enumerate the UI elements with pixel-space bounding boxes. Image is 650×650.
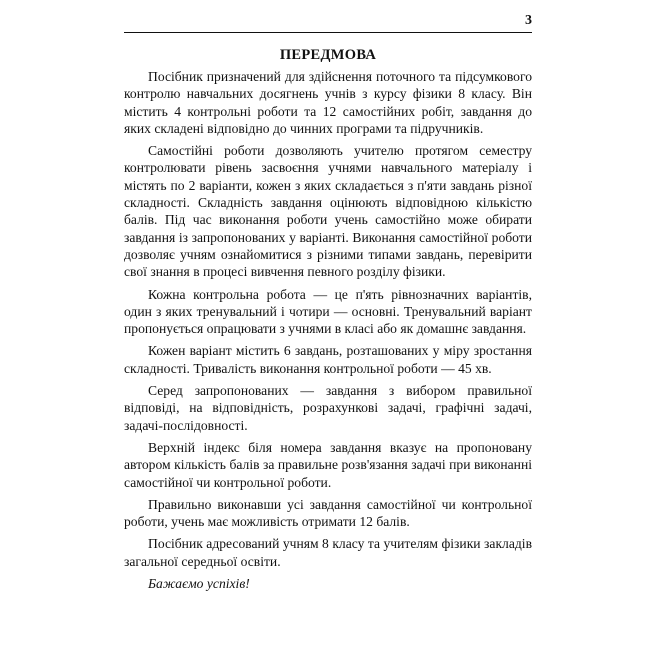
closing-wishes: Бажаємо успіхів! <box>148 576 250 592</box>
page-number: 3 <box>525 13 532 28</box>
paragraph-score-index: Верхній індекс біля номера завдання вказує на пропоновану автором кількість балів за правильне розв'язання задачі при виконанні самостійної чи контрольної роботи. <box>124 439 532 490</box>
preface-body <box>124 68 532 597</box>
paragraph-task-types: Серед запропонованих — завдання з вибором правильної відповіді, на відповідність, розрахункові задачі, графічні задачі, задачі-послідовності. <box>124 383 532 433</box>
paragraph-independent-work: Самостійні роботи дозволяють учителю протягом семестру контролювати рівень засвоєння учнями навчального матеріалу і містять по 2 варіанти, кожен з яких складається з п'яти завдань різної складності. Складність завдання оцінюють відповідною кількістю балів. Під час виконання роботи учень самостійно може обирати завдання із запропонованих у варіанті. Виконання самостійної роботи дозволяє учням ознайомитися з різними типами завдань, перевірити свої знання в процесі вивчення певного розділу фізики. <box>124 143 532 280</box>
paragraph-control-work: Кожна контрольна робота — це п'ять рівнозначних варіантів, один з яких тренувальний і чотири — основні. Тренувальний варіант пропонується опрацювати з учнями в класі або як домашнє завдання. <box>124 286 532 337</box>
header-rule <box>124 32 532 33</box>
page-title: ПЕРЕДМОВА <box>279 47 377 63</box>
paragraph-max-score: Правильно виконавши усі завдання самостійної чи контрольної роботи, учень має можливість отримати 12 балів. <box>124 496 532 530</box>
paragraph-audience: Посібник адресований учням 8 класу та учителям фізики закладів загальної середньої освіти. <box>124 536 532 569</box>
paragraph-variant-structure: Кожен варіант містить 6 завдань, розташованих у міру зростання складності. Тривалість виконання контрольної роботи — 45 хв. <box>124 343 532 376</box>
paragraph-purpose: Посібник призначений для здійснення поточного та підсумкового контролю навчальних досягнень учнів з курсу фізики 8 класу. Він містить 4 контрольні роботи та 12 самостійних робіт, завдання до яких складені відповідно до чинних програми та підручників. <box>124 69 532 136</box>
